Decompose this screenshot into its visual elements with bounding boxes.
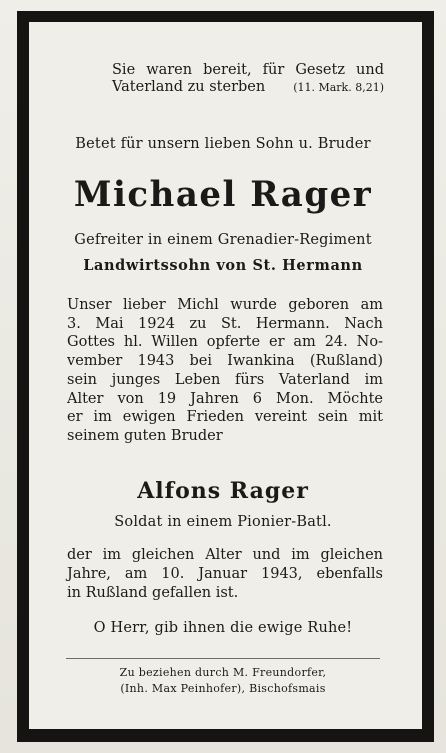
biography-line: sein junges Leben fürs Vaterland im [67, 371, 383, 388]
closing-prayer: O Herr, gib ihnen die ewige Ruhe! [93, 620, 353, 636]
biography-line: er im ewigen Frieden vereint sein mit [67, 409, 383, 426]
scripture-reference: (11. Mark. 8,21) [293, 81, 384, 94]
brother-line: in Rußland gefallen ist. [67, 585, 239, 601]
origin-line: Landwirtssohn von St. Hermann [83, 257, 363, 274]
header-line-2: Vaterland zu sterben [112, 79, 266, 95]
divider-line [66, 658, 380, 659]
biography-line: vember 1943 bei Iwankina (Rußland) [67, 353, 383, 370]
deceased-name: Michael Rager [73, 174, 373, 216]
brother-paragraph [67, 546, 383, 603]
printer-line-2: (Inh. Max Peinhofer), Bischofsmais [120, 682, 326, 695]
biography-line: Gottes hl. Willen opferte er am 24. No- [67, 334, 383, 351]
biography-line: seinem guten Bruder [67, 427, 223, 444]
prayer-intro: Betet für unsern lieben Sohn u. Bruder [75, 136, 371, 152]
biography-line: 3. Mai 1924 zu St. Hermann. Nach [67, 315, 383, 332]
header-line-1: Sie waren bereit, für Gesetz und [112, 62, 384, 78]
brother-line: der im gleichen Alter und im gleichen [67, 547, 383, 563]
biography-line: Alter von 19 Jahren 6 Mon. Möchte [67, 390, 383, 407]
brother-line: Jahre, am 10. Januar 1943, ebenfalls [67, 566, 383, 582]
biography-paragraph [67, 296, 383, 446]
brother-unit: Soldat in einem Pionier-Batl. [114, 514, 332, 530]
biography-line: Unser lieber Michl wurde geboren am [67, 297, 383, 313]
military-rank: Gefreiter in einem Grenadier-Regiment [74, 232, 372, 248]
printer-line-1: Zu beziehen durch M. Freundorfer, [119, 666, 327, 679]
brother-name: Alfons Rager [137, 478, 309, 504]
header-verse [112, 62, 384, 96]
